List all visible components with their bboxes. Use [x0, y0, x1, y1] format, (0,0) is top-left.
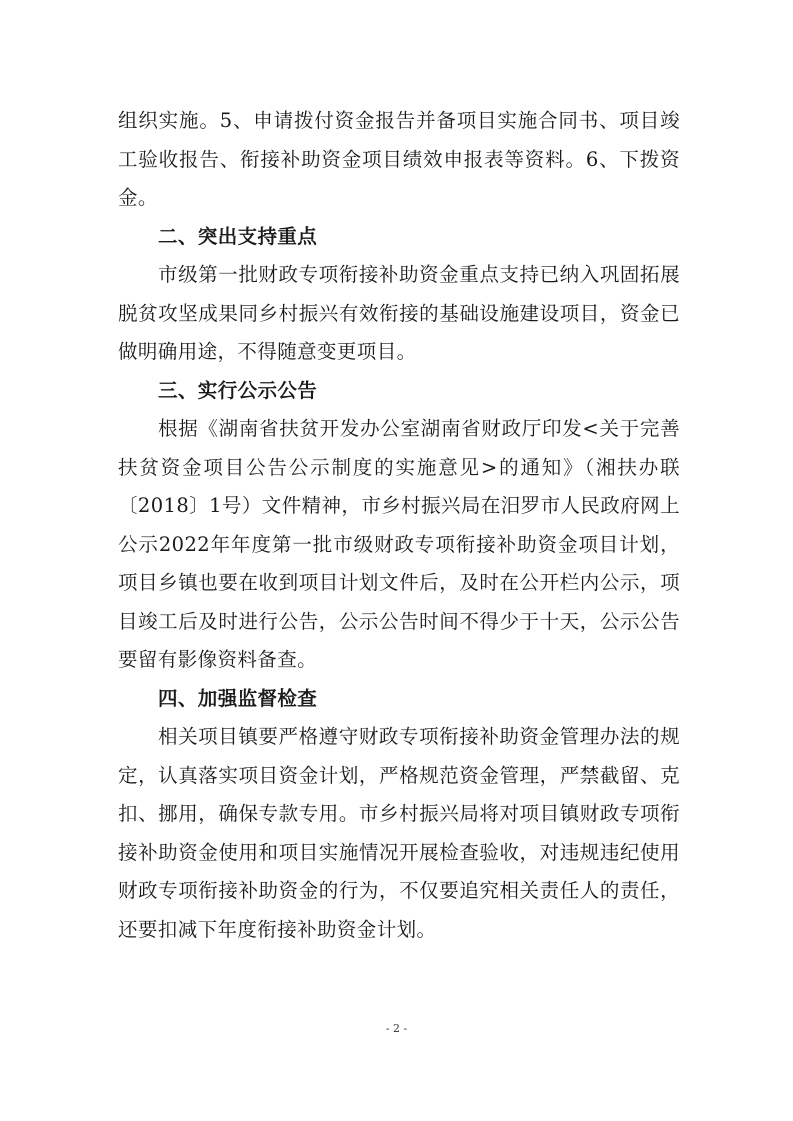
document-body	[118, 102, 680, 949]
heading-supervision: 四、加强监督检查	[158, 686, 318, 710]
heading-support-focus: 二、突出支持重点	[158, 224, 318, 248]
paragraph-supervision: 相关项目镇要严格遵守财政专项衔接补助资金管理办法的规定，认真落实项目资金计划，严格规范资金管理，严禁截留、克扣、挪用，确保专款专用。市乡村振兴局将对项目镇财政专项衔接补助资金使用和项目实施情况开展检查验收，对违规违纪使用财政专项衔接补助资金的行为，不仅要追究相关责任人的责任，还要扣减下年度衔接补助资金计划。	[118, 725, 680, 941]
paragraph-public-notice: 根据《湖南省扶贫开发办公室湖南省财政厅印发<关于完善扶贫资金项目公告公示制度的实施意见>的通知》（湘扶办联〔2018〕1号）文件精神，市乡村振兴局在汨罗市人民政府网上公示2022年年度第一批市级财政专项衔接补助资金项目计划，项目乡镇也要在收到项目计划文件后，及时在公开栏内公示，项目竣工后及时进行公告，公示公告时间不得少于十天，公示公告要留有影像资料备查。	[118, 417, 680, 671]
heading-public-notice: 三、实行公示公告	[158, 378, 318, 402]
page-number: - 2 -	[385, 1022, 408, 1035]
paragraph-support-focus: 市级第一批财政专项衔接补助资金重点支持已纳入巩固拓展脱贫攻坚成果同乡村振兴有效衔接的基础设施建设项目，资金已做明确用途，不得随意变更项目。	[118, 263, 680, 363]
paragraph-implementation-steps: 组织实施。5、申请拨付资金报告并备项目实施合同书、项目竣工验收报告、衔接补助资金项目绩效申报表等资料。6、下拨资金。	[118, 109, 680, 209]
